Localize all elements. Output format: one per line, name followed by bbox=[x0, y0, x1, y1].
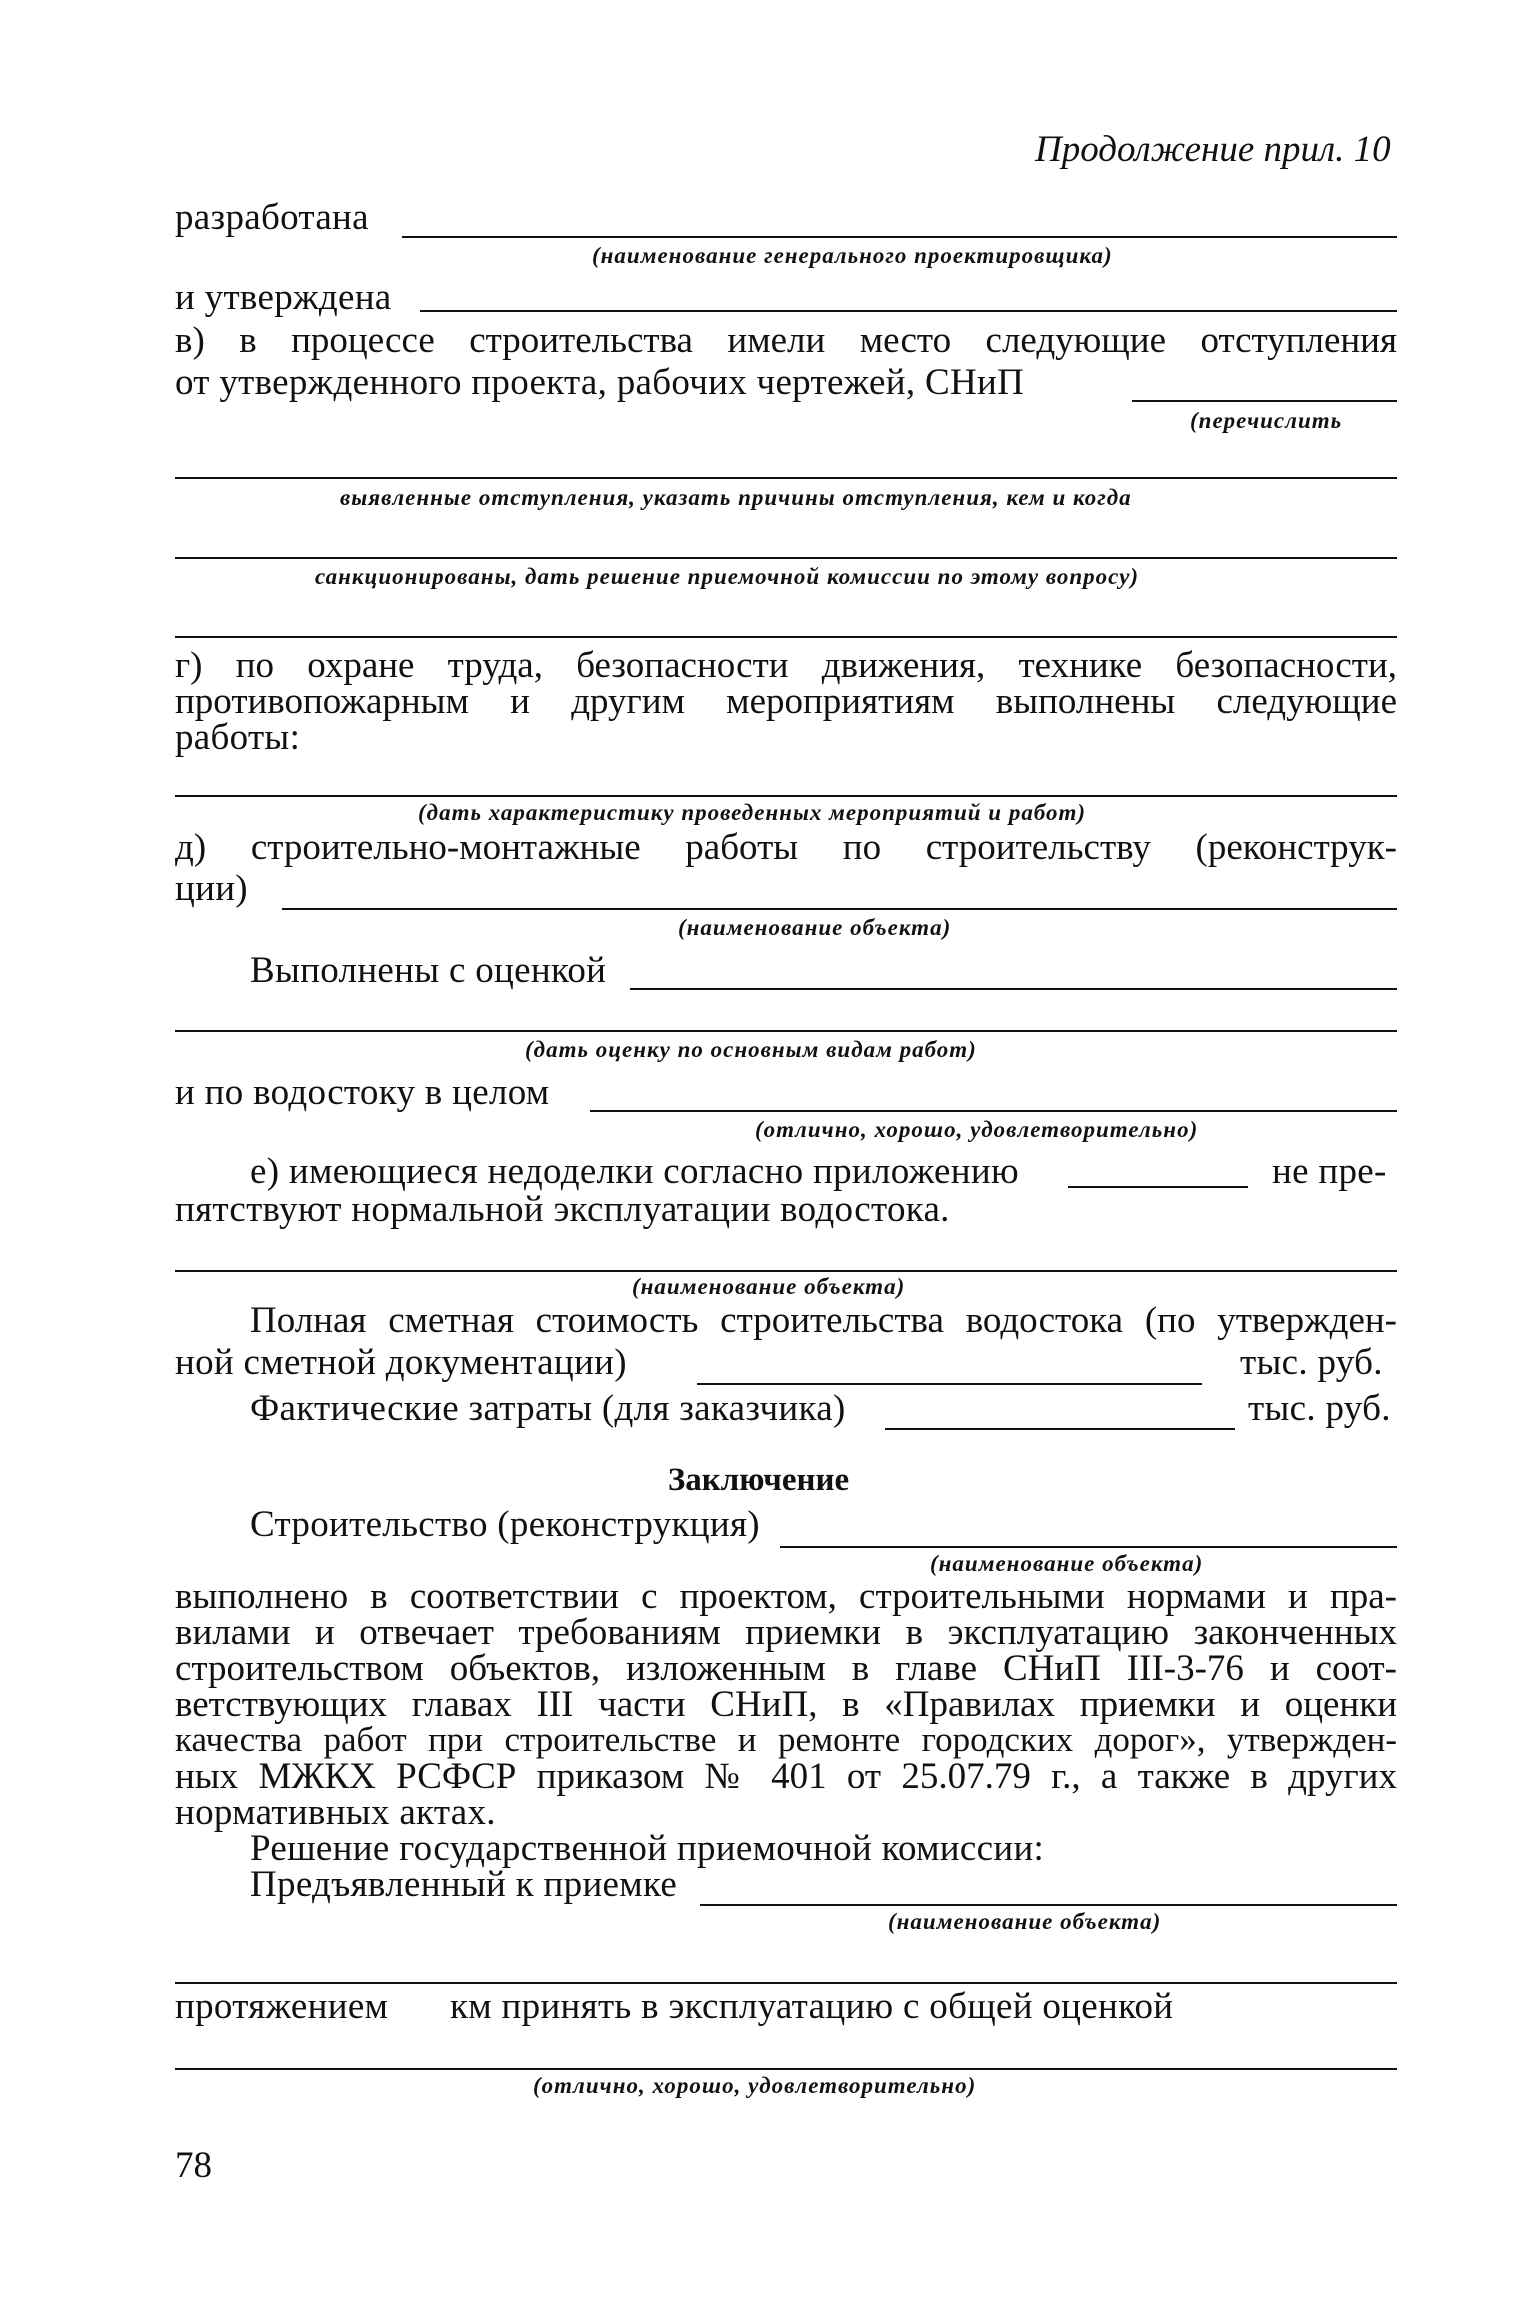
text-item-g-cont: противопожарным и другим мероприятиям выполнены следующие bbox=[175, 681, 1397, 722]
text-accept: км принять в эксплуатацию с общей оценкой bbox=[450, 1986, 1174, 2027]
hint-object-name: (наименование объекта) bbox=[678, 915, 952, 940]
hint-object-name: (наименование объекта) bbox=[930, 1551, 1204, 1576]
fill-line bbox=[885, 1428, 1235, 1430]
fill-line bbox=[402, 236, 1397, 238]
fill-line bbox=[175, 636, 1397, 638]
hint-deviations: выявленные отступления, указать причины отступления, кем и когда bbox=[340, 485, 1132, 510]
text-full-cost: Полная сметная стоимость строительства водостока (по утвержден- bbox=[250, 1300, 1397, 1341]
text-thousand-rub: тыс. руб. bbox=[1248, 1388, 1391, 1429]
hint-object-name: (наименование объекта) bbox=[888, 1909, 1162, 1934]
fill-line bbox=[175, 2068, 1397, 2070]
text-item-v: в) в процессе строительства имели место следующие отступления bbox=[175, 320, 1397, 361]
fill-line bbox=[1132, 400, 1397, 402]
text-item-e: е) имеющиеся недоделки согласно приложению bbox=[250, 1151, 1019, 1192]
text-para-4: ветствующих главах III части СНиП, в «Правилах приемки и оценки bbox=[175, 1684, 1397, 1725]
fill-line bbox=[420, 310, 1397, 312]
text-para-1: выполнено в соответствии с проектом, строительными нормами и пра- bbox=[175, 1576, 1397, 1617]
hint-sanctioned: санкционированы, дать решение приемочной комиссии по этому вопросу) bbox=[315, 564, 1140, 589]
hint-list: (перечислить bbox=[1190, 408, 1343, 433]
text-rated: Выполнены с оценкой bbox=[250, 950, 607, 991]
hint-object-name: (наименование объекта) bbox=[632, 1274, 906, 1299]
text-developed: разработана bbox=[175, 197, 369, 238]
text-decision: Решение государственной приемочной комиссии: bbox=[250, 1828, 1045, 1869]
text-not-prevent: не пре- bbox=[1272, 1151, 1387, 1192]
fill-line bbox=[175, 557, 1397, 559]
text-length: протяжением bbox=[175, 1986, 389, 2027]
fill-line bbox=[697, 1383, 1202, 1385]
text-para-5: качества работ при строительстве и ремонте городских дорог», утвержден- bbox=[175, 1720, 1397, 1759]
hint-grades: (отлично, хорошо, удовлетворительно) bbox=[755, 1117, 1199, 1142]
fill-line bbox=[700, 1904, 1397, 1906]
text-para-2: вилами и отвечает требованиям приемки в эксплуатацию законченных bbox=[175, 1612, 1397, 1653]
fill-line bbox=[175, 1030, 1397, 1032]
continuation-header: Продолжение прил. 10 bbox=[1035, 129, 1391, 170]
hint-measures: (дать характеристику проведенных мероприятий и работ) bbox=[418, 800, 1087, 825]
text-approved: и утверждена bbox=[175, 277, 392, 318]
hint-grades: (отлично, хорошо, удовлетворительно) bbox=[533, 2073, 977, 2098]
text-para-7: нормативных актах. bbox=[175, 1792, 496, 1833]
text-item-g-works: работы: bbox=[175, 717, 301, 758]
text-item-v-cont: от утвержденного проекта, рабочих чертежей, СНиП bbox=[175, 362, 1025, 403]
fill-line bbox=[780, 1546, 1397, 1548]
text-item-d: д) строительно-монтажные работы по строительству (реконструк- bbox=[175, 827, 1397, 868]
fill-line bbox=[1068, 1186, 1248, 1188]
fill-line bbox=[590, 1110, 1397, 1112]
fill-line bbox=[630, 988, 1397, 990]
text-item-e-cont: пятствуют нормальной эксплуатации водостока. bbox=[175, 1189, 950, 1230]
fill-line bbox=[175, 795, 1397, 797]
text-item-d-cont: ции) bbox=[175, 868, 248, 909]
text-full-cost-cont: ной сметной документации) bbox=[175, 1342, 627, 1383]
text-drainage: и по водостоку в целом bbox=[175, 1072, 550, 1113]
fill-line bbox=[175, 1270, 1397, 1272]
conclusion-heading: Заключение bbox=[667, 1462, 850, 1498]
hint-rating: (дать оценку по основным видам работ) bbox=[525, 1037, 977, 1062]
text-item-g: г) по охране труда, безопасности движения, технике безопасности, bbox=[175, 645, 1397, 686]
fill-line bbox=[175, 477, 1397, 479]
text-actual-cost: Фактические затраты (для заказчика) bbox=[250, 1388, 846, 1429]
page-number: 78 bbox=[175, 2145, 212, 2186]
text-presented: Предъявленный к приемке bbox=[250, 1864, 678, 1905]
text-thousand-rub: тыс. руб. bbox=[1240, 1342, 1383, 1383]
text-para-3: строительством объектов, изложенным в главе СНиП III-3-76 и соот- bbox=[175, 1648, 1397, 1689]
text-para-6: ных МЖКХ РСФСР приказом № 401 от 25.07.79 г., а также в других bbox=[175, 1756, 1397, 1797]
hint-general-designer: (наименование генерального проектировщика) bbox=[592, 243, 1113, 268]
text-construction: Строительство (реконструкция) bbox=[250, 1504, 760, 1545]
fill-line bbox=[175, 1982, 1397, 1984]
fill-line bbox=[282, 908, 1397, 910]
